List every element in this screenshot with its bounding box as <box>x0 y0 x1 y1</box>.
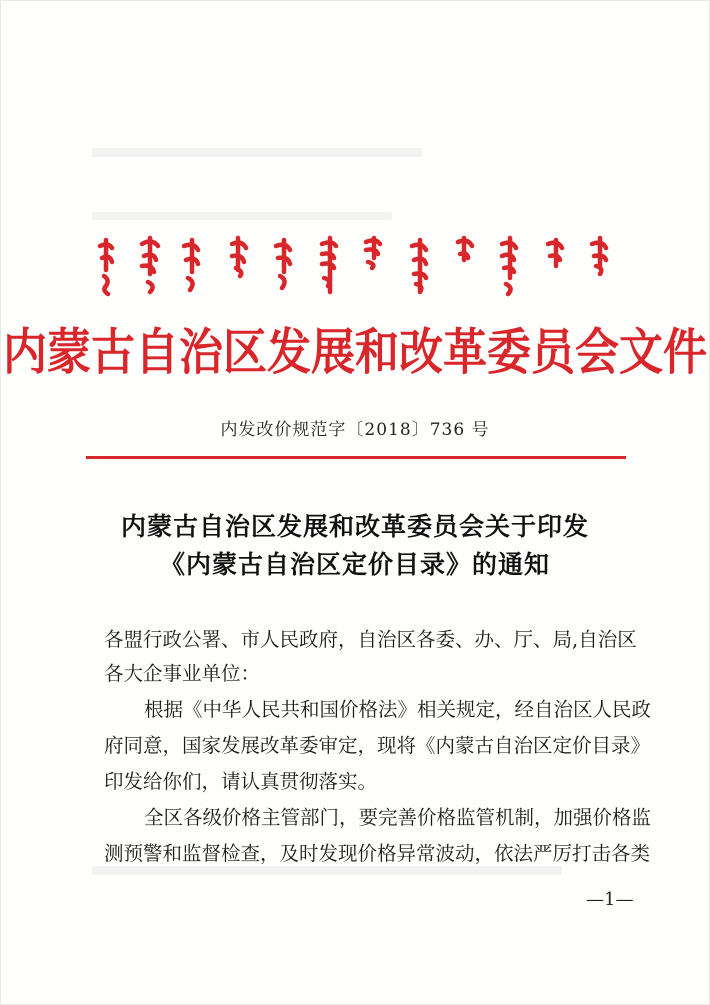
scan-bleed-mark <box>92 866 562 875</box>
document-title-line-2: 《内蒙古自治区定价目录》的通知 <box>159 550 550 579</box>
scan-bleed-mark <box>92 148 422 157</box>
paragraph-line: 府同意，国家发展改革委审定，现将《内蒙古自治区定价目录》 <box>104 734 651 757</box>
document-title-line-1: 内蒙古自治区发展和改革委员会关于印发 <box>120 512 589 541</box>
page-number: —1— <box>586 889 634 910</box>
document-number: 内发改价规范字〔2018〕736 号 <box>220 420 490 440</box>
scan-bleed-mark <box>92 212 392 220</box>
salutation-line: 各大企事业单位： <box>104 662 261 685</box>
mongolian-script-icon <box>96 232 616 304</box>
paragraph-line: 印发给你们，请认真贯彻落实。 <box>104 770 378 793</box>
salutation-line: 各盟行政公署、市人民政府，自治区各委、办、厅、局,自治区 <box>104 628 637 651</box>
paragraph-line: 测预警和监督检查，及时发现价格异常波动，依法严厉打击各类 <box>104 842 651 865</box>
paragraph-line: 根据《中华人民共和国价格法》相关规定，经自治区人民政 <box>144 698 652 721</box>
mongolian-script-title <box>96 232 616 304</box>
red-divider-line <box>86 456 626 459</box>
issuing-organization-title: 内蒙古自治区发展和改革委员会文件 <box>3 324 707 382</box>
paragraph-line: 全区各级价格主管部门，要完善价格监管机制，加强价格监 <box>144 806 652 829</box>
